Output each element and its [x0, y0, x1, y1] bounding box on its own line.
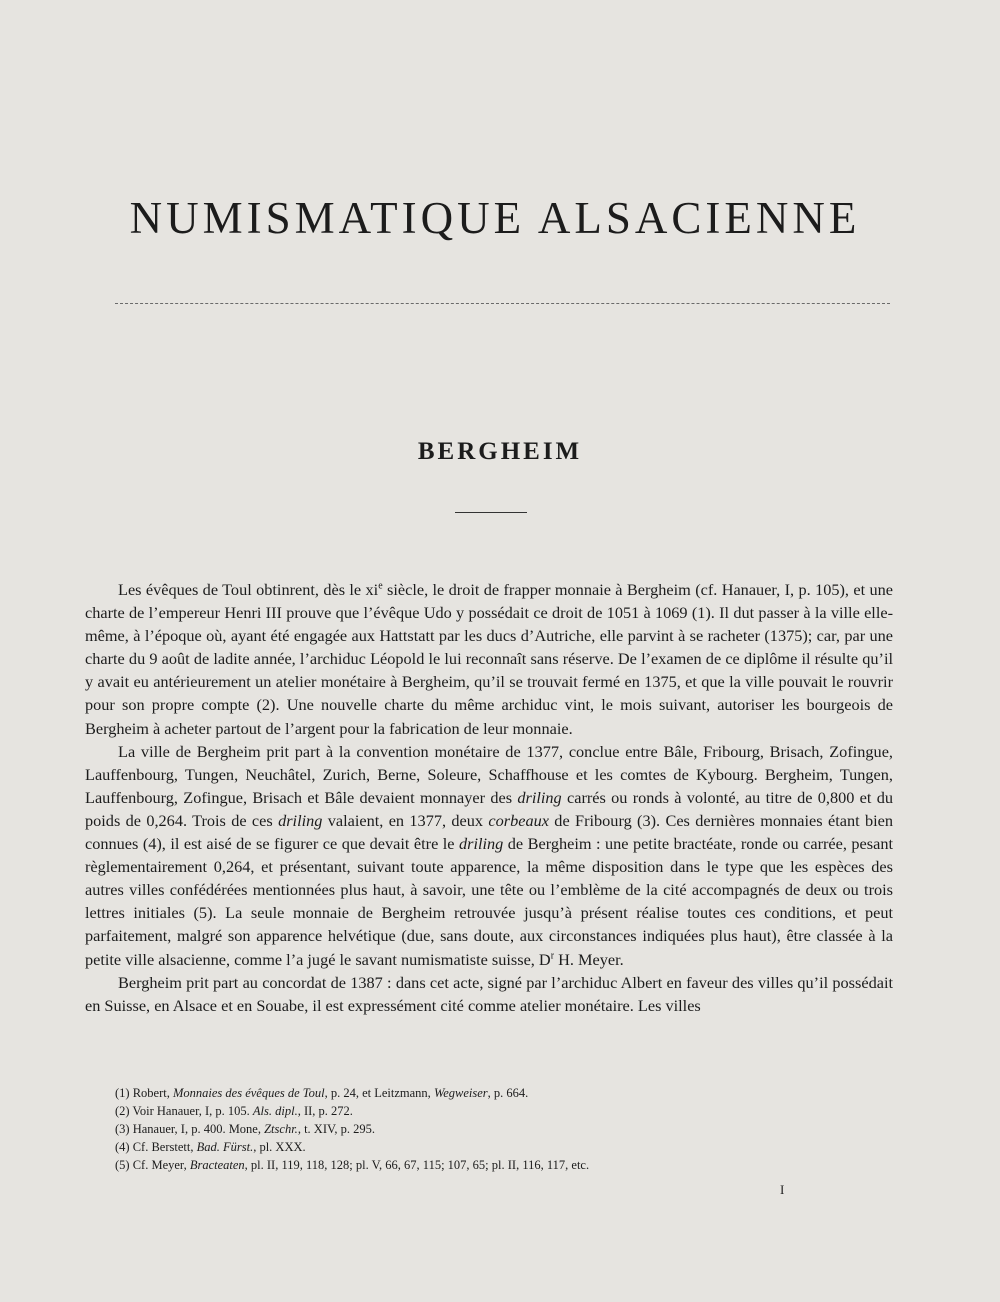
text-run: (2) Voir Hanauer, I, p. 105. — [115, 1104, 253, 1118]
text-run: xi — [365, 580, 379, 599]
text-run: La ville de Bergheim prit part à la convention monétaire de 1377, conclue entre Bâle, Fribourg, Brisach, Zofingue, Lauffenbourg, Tungen, Neuchâtel, Zurich, Berne, Soleure, Schaffhouse et les comtes de Kybourg. Bergheim, Tungen, Lauffenbourg, Zofingue, Brisach et Bâle devaient monnayer des — [85, 741, 893, 807]
footnote — [115, 1156, 895, 1174]
text-run: Les évêques de Toul obtinrent, dès le — [118, 580, 366, 599]
italic-text: corbeaux — [488, 810, 549, 830]
text-run: (1) Robert, — [115, 1086, 173, 1100]
text-run: , t. XIV, p. 295. — [297, 1122, 376, 1136]
text-run: , p. 24, et Leitzmann, — [324, 1086, 434, 1100]
italic-text: Ztschr. — [264, 1122, 298, 1136]
italic-text: driling — [458, 834, 504, 854]
text-run: valaient, en 1377, deux — [322, 810, 489, 830]
footnote — [115, 1084, 895, 1102]
section-divider — [455, 512, 527, 513]
footnote — [115, 1120, 895, 1138]
text-run: de Bergheim : une petite bractéate, ronde ou carrée, pesant règlementairement 0,264, et présentant, suivant toute apparence, la même disposition dans le type que les espèces des autres villes confédérées mentionnées plus haut, à savoir, une tête ou l’emblème de la cité accompagnés de deux ou trois lettres initiales (5). La seule monnaie de Bergheim retrouvée jusqu’à présent réalise toutes ces conditions, et peut parfaitement, malgré son apparence helvétique (due, sans doute, aux circonstances indiquées plus haut), être classée à la petite ville alsacienne, comme l’a jugé le savant numismatiste suisse, D — [85, 834, 893, 969]
text-run: carrés ou ronds à volonté, au titre de 0,800 et du poids de 0,264. Trois de ces — [85, 787, 893, 830]
italic-text: Monnaies des évêques de Toul — [172, 1086, 325, 1100]
text-run: , II, p. 272. — [297, 1104, 353, 1118]
italic-text: Bracteaten — [189, 1158, 245, 1172]
italic-text: driling — [278, 810, 323, 830]
text-run: , pl. XXX. — [253, 1140, 306, 1154]
text-run: (3) Hanauer, I, p. 400. Mone, — [115, 1122, 265, 1136]
italic-text: driling — [517, 787, 562, 807]
title-divider — [115, 303, 890, 304]
body-text — [85, 578, 893, 1017]
text-run: , pl. II, 119, 118, 128; pl. V, 66, 67, 115; 107, 65; pl. II, 116, 117, etc. — [244, 1158, 590, 1172]
superscript-text: r — [550, 950, 555, 962]
superscript-text: e — [378, 580, 383, 592]
paragraph — [85, 740, 893, 971]
section-title: BERGHEIM — [417, 438, 583, 465]
page-title: NUMISMATIQUE ALSACIENNE — [129, 193, 861, 243]
footnote — [115, 1102, 895, 1120]
italic-text: Wegweiser — [433, 1086, 488, 1100]
italic-text: Bad. Fürst. — [196, 1140, 254, 1154]
italic-text: Als. dipl. — [252, 1104, 298, 1118]
text-run: de Fribourg (3). Ces dernières monnaies étant bien connues (4), il est aisé de se figurer ce que devait être le — [85, 810, 893, 854]
text-run: siècle, le droit de frapper monnaie à Bergheim (cf. Hanauer, I, p. 105), et une charte de l’empereur Henri III prouve que l’évêque Udo y possédait ce droit de 1051 à 1069 (1). Il dut passer à la ville elle-même, à l’époque où, ayant été engagée aux Hattstatt par les ducs d’Autriche, elle parvint à se racheter (1375); car, par une charte du 9 août de ladite année, l’archiduc Léopold le lui reconnaît sans réserve. De l’examen de ce diplôme il résulte qu’il y avait eu antérieurement un atelier monétaire à Bergheim, qu’il se trouvait fermé en 1375, et que la ville pouvait le rouvrir pour son propre compte (2). Une nouvelle charte du même archiduc vint, le mois suivant, autoriser les bourgeois de Bergheim à acheter partout de l’argent pour la fabrication de leur monnaie. — [85, 580, 893, 738]
text-run: H. Meyer. — [554, 949, 624, 969]
page-number: I — [780, 1182, 785, 1197]
text-run: , p. 664. — [487, 1086, 529, 1100]
paragraph — [85, 971, 893, 1017]
text-run: (5) Cf. Meyer, — [115, 1158, 190, 1172]
footnote — [115, 1138, 895, 1156]
text-run: Bergheim prit part au concordat de 1387 : dans cet acte, signé par l’archiduc Albert en faveur des villes qu’il possédait en Suisse, en Alsace et en Souabe, il est expressément cité comme atelier monétaire. Les villes — [85, 972, 893, 1015]
text-run: (4) Cf. Berstett, — [115, 1140, 197, 1154]
paragraph — [85, 578, 893, 740]
footnotes — [115, 1084, 895, 1174]
